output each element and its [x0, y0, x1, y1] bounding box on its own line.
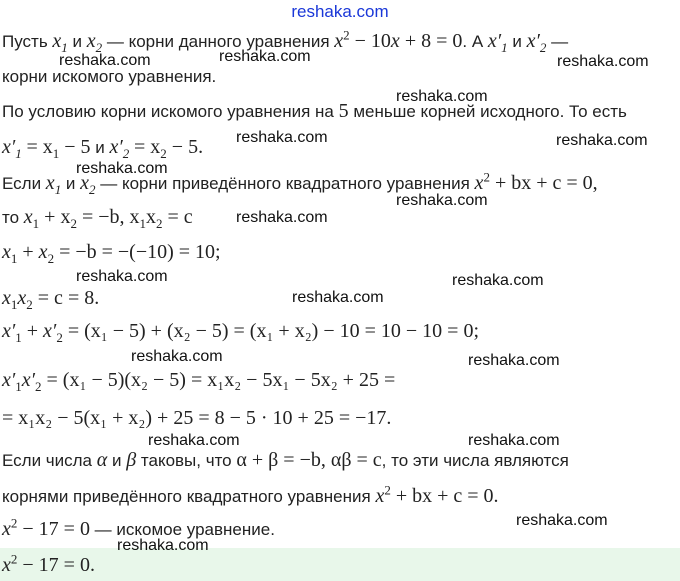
- math: β: [126, 449, 137, 471]
- math: α: [96, 449, 108, 471]
- math-equation: $x^2$ + bx + c = 0,: [474, 169, 598, 194]
- answer-text: [2, 551, 95, 577]
- math-equation: $x^2 - 10x + 8 = 0$: [334, 27, 463, 52]
- text: Если числа: [2, 451, 97, 470]
- math-equation: $x'_1x'_2 = (x_1 - 5)(x_2 - 5) = x_1x_2 - 5x_1 - 5x_2 + 25$ =: [2, 369, 396, 394]
- text: Пусть: [2, 32, 53, 51]
- math: = $x_2 - 5$.: [134, 136, 204, 161]
- text: и: [107, 451, 127, 470]
- text: —: [546, 32, 569, 51]
- text: и: [507, 32, 527, 51]
- watermark: reshaka.com: [396, 192, 488, 209]
- watermark: reshaka.com: [468, 432, 560, 449]
- watermark: reshaka.com: [131, 348, 223, 365]
- text: — корни приведённого квадратного уравнения: [95, 174, 475, 193]
- math-equation: = x₁x₂ − 5(x₁ + x₂) + 25 = 8 − 5 · 10 + 25 = −17.: [2, 407, 392, 429]
- math: $x_2$: [86, 30, 103, 55]
- watermark: reshaka.com: [59, 52, 151, 69]
- text: . А: [462, 32, 488, 51]
- math-line-11: [2, 407, 391, 430]
- math: = 0: [436, 30, 463, 52]
- site-header[interactable]: reshaka.com: [291, 2, 389, 21]
- text: корни искомого уравнения.: [2, 67, 217, 86]
- math: $x'_1$: [487, 30, 508, 55]
- math-equation: $x_1x_2 = c = 8$.: [2, 287, 100, 312]
- watermark: reshaka.com: [236, 129, 328, 146]
- math-line-4: [2, 136, 203, 159]
- watermark: reshaka.com: [148, 432, 240, 449]
- watermark: reshaka.com: [292, 289, 384, 306]
- math-answer: $x^2 - 17 = 0$.: [2, 551, 95, 576]
- text: и: [90, 138, 110, 157]
- text-line-13: [2, 449, 569, 472]
- math-equation: $x^2$ + bx + c = 0.: [375, 482, 499, 507]
- text: По условию корни искомого уравнения на: [2, 102, 339, 121]
- watermark: reshaka.com: [219, 48, 311, 65]
- watermark: reshaka.com: [516, 512, 608, 529]
- watermark: reshaka.com: [452, 272, 544, 289]
- watermark: reshaka.com: [236, 209, 328, 226]
- math-equation: $x_1 + x_2 = -b = -(-10) = 10$;: [2, 241, 221, 266]
- math-line-9: [2, 320, 479, 343]
- text: — корни данного уравнения: [102, 32, 335, 51]
- watermark: reshaka.com: [468, 352, 560, 369]
- watermark: reshaka.com: [396, 88, 488, 105]
- watermark: reshaka.com: [117, 537, 209, 554]
- watermark: reshaka.com: [76, 268, 168, 285]
- text: и: [61, 174, 81, 193]
- answer-box: [0, 548, 680, 581]
- watermark: reshaka.com: [557, 53, 649, 70]
- math-line-8: [2, 287, 99, 310]
- math: $x_2$: [80, 172, 96, 197]
- watermark: reshaka.com: [556, 132, 648, 149]
- math: $x_1$: [45, 172, 62, 197]
- text: меньше корней исходного. То есть: [348, 102, 627, 121]
- math: $x_1$: [52, 30, 68, 55]
- math: $x'_2$: [109, 136, 130, 161]
- text: корнями приведённого квадратного уравнения: [2, 487, 376, 506]
- text-line-14: [2, 482, 499, 508]
- text: таковы, что: [136, 451, 237, 470]
- text: Если: [2, 174, 46, 193]
- watermark: reshaka.com: [76, 160, 168, 177]
- math-equation: $x_1 + x_2 = -b$, $x_1x_2 = c$: [23, 206, 193, 231]
- math: = $x_1 - 5$: [26, 136, 91, 161]
- text: то: [2, 208, 24, 227]
- math: α + β = −b, αβ = c: [236, 449, 382, 471]
- math-equation: $x^2 - 17 = 0$: [2, 515, 90, 540]
- math: $x'_1$: [2, 136, 22, 161]
- text: , то эти числа являются: [381, 451, 569, 470]
- math-equation: $x'_1 + x'_2 = (x_1 - 5) + (x_2 - 5) = (x_1 + x_2) - 10 = 10 - 10 = 0$;: [2, 320, 480, 345]
- math-line-7: [2, 241, 221, 264]
- text: и: [67, 32, 87, 51]
- math-line-10: [2, 369, 395, 392]
- text: — искомое уравнение.: [89, 520, 275, 539]
- math: $x'_2$: [526, 30, 547, 55]
- text-line-6: [2, 206, 193, 229]
- math: 5: [338, 100, 349, 122]
- text-line-3: [2, 100, 627, 123]
